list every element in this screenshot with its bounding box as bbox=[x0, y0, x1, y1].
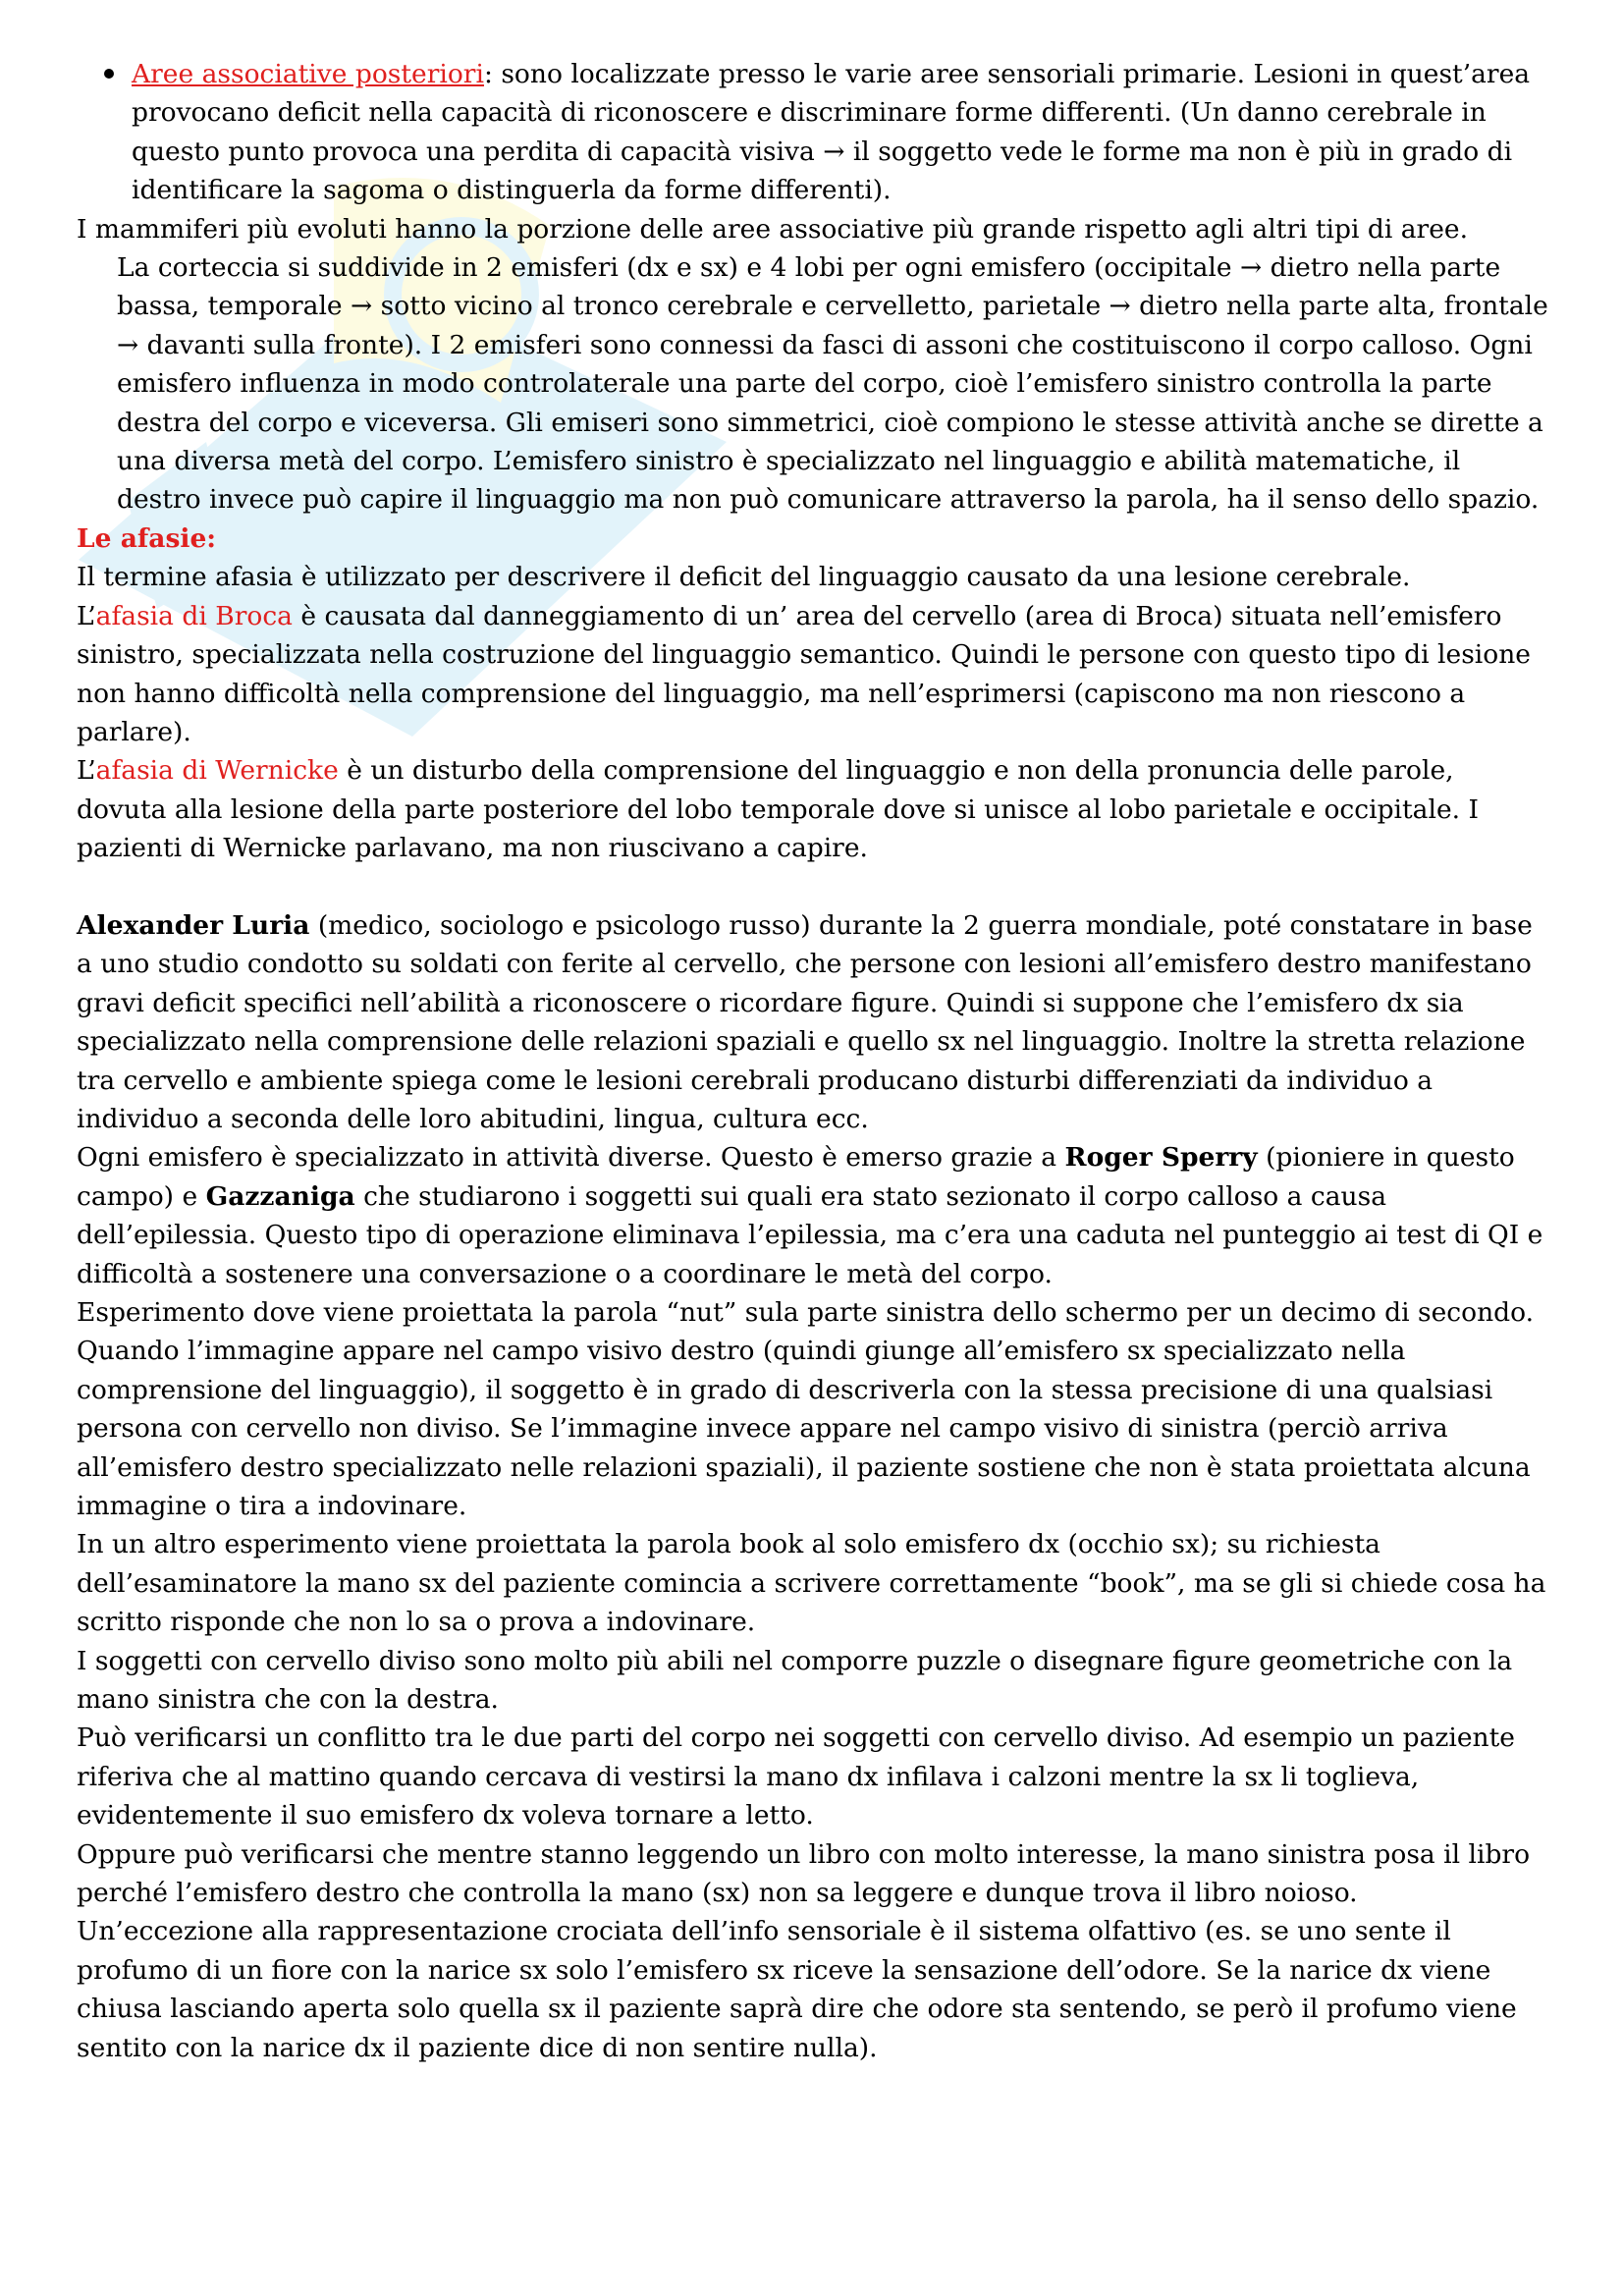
paragraph-puzzle: I soggetti con cervello diviso sono molto più abili nel comporre puzzle o disegnare figure geometriche con la mano sinistra che con la destra. bbox=[77, 1645, 1513, 1716]
bullet-text: : sono localizzate presso le varie aree sensoriali primarie. Lesioni in quest’area provocano deficit nella capacità di riconoscere e discriminare forme differenti. (Un danno cerebrale in questo punto provoca una perdita di capacità visiva → il soggetto vede le forme ma non è più in grado di identificare la sagoma o distinguerla da forme differenti). bbox=[132, 59, 1531, 206]
paragraph-mammiferi: I mammiferi più evoluti hanno la porzione delle aree associative più grande rispetto agli altri tipi di aree. bbox=[77, 213, 1468, 245]
paragraph-sperry-gazzaniga bbox=[77, 1138, 1549, 1293]
luria-text: (medico, sociologo e psicologo russo) durante la 2 guerra mondiale, poté constatare in base a uno studio condotto su soldati con ferite al cervello, che persone con lesioni all’emisfero destro manifestano gravi deficit specifici nell’abilità a riconoscere o ricordare figure. Quindi si suppone che l’emisfero dx sia specializzato nella comprensione delle relazioni spaziali e quello sx nel linguaggio. Inoltre la stretta relazione tra cervello e ambiente spiega come le lesioni cerebrali producano disturbi differenziati da individuo a individuo a seconda delle loro abitudini, lingua, cultura ecc. bbox=[77, 909, 1533, 1134]
broca-text: è causata dal danneggiamento di un’ area del cervello (area di Broca) situata nell’emisfero sinistro, specializzata nella costruzione del linguaggio semantico. Quindi le persone con questo tipo di lesione non hanno difficoltà nella comprensione del linguaggio, ma nell’esprimersi (capiscono ma non riescono a parlare). bbox=[77, 600, 1531, 747]
name-gazzaniga: Gazzaniga bbox=[205, 1180, 355, 1212]
term-afasia-di-wernicke: afasia di Wernicke bbox=[95, 755, 339, 787]
wernicke-text: è un disturbo della comprensione del linguaggio e non della pronuncia delle parole, dovuta alla lesione della parte posteriore del lobo temporale dove si unisce al lobo parietale e occipitale. I pazienti di Wernicke parlavano, ma non riuscivano a capire. bbox=[77, 755, 1479, 864]
spacer bbox=[77, 868, 1549, 906]
heading-afasie: Le afasie: bbox=[77, 522, 217, 554]
bullet-dot bbox=[104, 69, 114, 79]
name-alexander-luria: Alexander Luria bbox=[77, 909, 310, 941]
wernicke-prefix: L’ bbox=[77, 755, 96, 787]
broca-prefix: L’ bbox=[77, 600, 96, 631]
paragraph-olfatto: Un’eccezione alla rappresentazione crociata dell’info sensoriale è il sistema olfattivo (es. se uno sente il profumo di un fiore con la narice sx solo l’emisfero sx riceve la sensazione dell’odore. Se la narice dx viene chiusa lasciando aperta solo quella sx il paziente saprà dire che odore sta sentendo, se però il profumo viene sentito con la narice dx il paziente dice di non sentire nulla). bbox=[77, 1916, 1517, 2063]
paragraph-esperimento-book: In un altro esperimento viene proiettata la parola book al solo emisfero dx (occhio sx); su richiesta dell’esaminatore la mano sx del paziente comincia a scrivere correttamente “book”, ma se gli si chiede cosa ha scritto risponde che non lo sa o prova a indovinare. bbox=[77, 1529, 1546, 1638]
paragraph-corteccia: La corteccia si suddivide in 2 emisferi (dx e sx) e 4 lobi per ogni emisfero (occipitale → dietro nella parte bassa, temporale → sotto vicino al tronco cerebrale e cervelletto, parietale → dietro nella parte alta, frontale → davanti sulla fronte). I 2 emisferi sono connessi da fasci di assoni che costituiscono il corpo calloso. Ogni emisfero influenza in modo controlaterale una parte del corpo, cioè l’emisfero sinistro controlla la parte destra del corpo e viceversa. Gli emiseri sono simmetrici, cioè compiono le stesse attività anche se dirette a una diversa metà del corpo. L’emisfero sinistro è specializzato nel linguaggio e abilità matematiche, il destro invece può capire il linguaggio ma non può comunicare attraverso la parola, ha il senso dello spazio. bbox=[117, 252, 1548, 516]
name-roger-sperry: Roger Sperry bbox=[1064, 1142, 1258, 1174]
paragraph-afasia-definizione: Il termine afasia è utilizzato per descrivere il deficit del linguaggio causato da una lesione cerebrale. bbox=[77, 562, 1411, 593]
paragraph-luria bbox=[77, 906, 1549, 1138]
paragraph-conflitto: Può verificarsi un conflitto tra le due parti del corpo nei soggetti con cervello diviso. Ad esempio un paziente riferiva che al mattino quando cercava di vestirsi la mano dx infilava i calzoni mentre la sx li toglieva, evidentemente il suo emisfero dx voleva tornare a letto. bbox=[77, 1722, 1515, 1831]
paragraph-wernicke bbox=[77, 751, 1549, 867]
paragraph-broca bbox=[77, 597, 1549, 752]
paragraph-libro: Oppure può verificarsi che mentre stanno leggendo un libro con molto interesse, la mano sinistra posa il libro perché l’emisfero destro che controlla la mano (sx) non sa leggere e dunque trova il libro noioso. bbox=[77, 1838, 1531, 1909]
bullet-aree-associative bbox=[77, 55, 1549, 210]
sperry-middle: (pioniere in questo campo) e bbox=[77, 1142, 1515, 1212]
term-afasia-di-broca: afasia di Broca bbox=[95, 600, 293, 631]
sperry-after: che studiarono i soggetti sui quali era stato sezionato il corpo calloso a causa dell’epilessia. Questo tipo di operazione eliminava l’epilessia, ma c’era una caduta nel punteggio ai test di QI e difficoltà a sostenere una conversazione o a coordinare le metà del corpo. bbox=[77, 1180, 1543, 1289]
paragraph-esperimento-nut: Esperimento dove viene proiettata la parola “nut” sula parte sinistra dello schermo per un decimo di secondo. Quando l’immagine appare nel campo visivo destro (quindi giunge all’emisfero sx specializzato nella comprensione del linguaggio), il soggetto è in grado di descriverla con la stessa precisione di una qualsiasi persona con cervello non diviso. Se l’immagine invece appare nel campo visivo di sinistra (perciò arriva all’emisfero destro specializzato nelle relazioni spaziali), il paziente sostiene che non è stata proiettata alcuna immagine o tira a indovinare. bbox=[77, 1296, 1535, 1522]
sperry-before: Ogni emisfero è specializzato in attività diverse. Questo è emerso grazie a bbox=[77, 1142, 1065, 1174]
document-body bbox=[77, 55, 1549, 2067]
term-aree-associative-posteriori[interactable]: Aree associative posteriori bbox=[132, 59, 484, 89]
